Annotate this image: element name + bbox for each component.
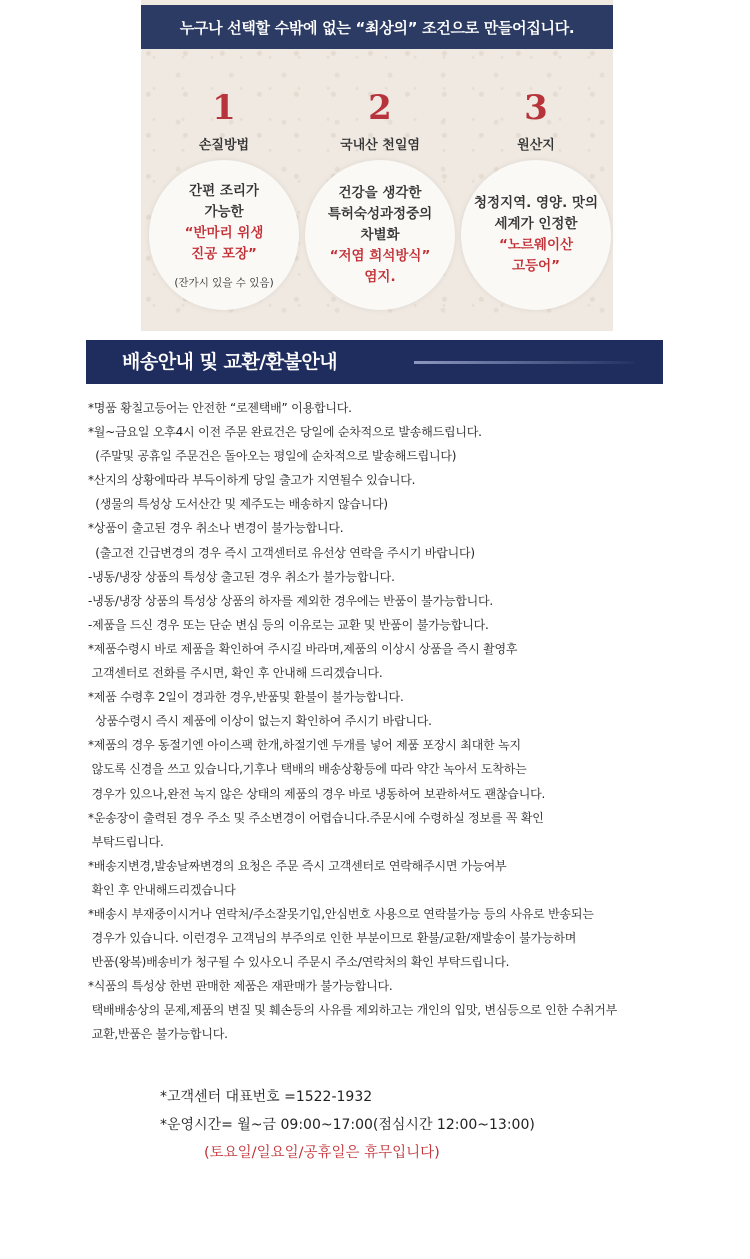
notice-line: *월~금요일 오후4시 이전 주문 완료건은 당일에 순차적으로 발송해드립니다. [88,425,482,440]
shipping-header [86,340,663,384]
notice-line: 않도록 신경을 쓰고 있습니다,기후나 택배의 배송상황등에 따라 약간 녹아서 도착하는 [88,762,527,777]
notice-line: *제품 수령후 2일이 경과한 경우,반품및 환불이 불가능합니다. [88,690,404,705]
notice-line: *운송장이 출력된 경우 주소 및 주소변경이 어렵습니다.주문시에 수령하실 정보를 꼭 확인 [88,810,544,825]
feature-name-2: 국내산 천일염 [340,138,420,153]
feature-number-1: 1 [212,88,236,128]
feature-2-line: 건강을 생각한 [338,184,422,201]
notice-line: *배송지변경,발송날짜변경의 요청은 주문 즉시 고객센터로 연락해주시면 가능여부 [88,858,507,873]
notice-line: -냉동/냉장 상품의 특성상 출고된 경우 취소가 불가능합니다. [88,569,395,584]
notice-line: 경우가 있으나,완전 녹지 않은 상태의 제품의 경우 바로 냉동하여 보관하셔도 괜찮습니다. [88,786,546,801]
header-divider-line [414,361,634,364]
notice-line: (출고전 긴급변경의 경우 즉시 고객센터로 유선상 연락을 주시기 바랍니다) [88,545,475,560]
closed-days-notice: (토요일/일요일/공휴일은 휴무입니다) [204,1145,440,1161]
notice-line: *명품 황칠고등어는 안전한 “로젠택배” 이용합니다. [88,401,352,415]
notice-line: (주말및 공휴일 주문건은 돌아오는 평일에 순차적으로 발송해드립니다) [88,449,457,464]
notice-line: 부탁드립니다. [88,834,164,849]
notice-line: -제품을 드신 경우 또는 단순 변심 등의 이유로는 교환 및 반품이 불가능합니다. [88,617,489,632]
notice-line: 고객센터로 전화를 주시면, 확인 후 안내해 드리겠습니다. [88,666,383,681]
notice-line: 반품(왕복)배송비가 청구될 수 있사오니 주문시 주소/연락처의 확인 부탁드립니다. [88,955,510,970]
feature-number-2: 2 [368,88,392,128]
contact-info [160,1083,535,1139]
feature-name-3: 원산지 [517,138,555,153]
feature-number-3: 3 [524,88,548,128]
notice-line: *배송시 부재중이시거나 연락처/주소잘못기입,안심번호 사용으로 연락불가능 등의 사유로 반송되는 [88,906,594,921]
shipping-title: 배송안내 및 교환/환불안내 [122,351,338,373]
notice-line: 경우가 있습니다. 이런경우 고객님의 부주의로 인한 부분이므로 환불/교환/재발송이 불가능하며 [88,931,577,946]
banner-title: 누구나 선택할 수밖에 없는 “최상의” 조건으로 만들어집니다. [141,5,613,49]
notice-line: -냉동/냉장 상품의 특성상 상품의 하자를 제외한 경우에는 반품이 불가능합니다. [88,593,494,608]
contact-phone: *고객센터 대표번호 =1522-1932 [160,1089,373,1105]
feature-1-highlight: 진공 포장” [191,245,257,262]
feature-2-line: 차별화 [360,226,400,243]
feature-2-line: 특허숙성과정중의 [327,205,433,222]
feature-2-highlight: “저염 희석방식” [329,247,431,264]
notice-line: *제품수령시 바로 제품을 확인하여 주시길 바라며,제품의 이상시 상품을 즉시 촬영후 [88,641,518,656]
notice-line: *제품의 경우 동절기엔 아이스팩 한개,하절기엔 두개를 넣어 제품 포장시 최대한 녹지 [88,738,521,753]
feature-name-1: 손질방법 [198,138,250,153]
feature-1-highlight: “반마리 위생 [184,224,264,241]
notice-line: 교환,반품은 불가능합니다. [88,1027,228,1042]
feature-1-line: 가능한 [204,203,244,220]
notice-line: 상품수령시 즉시 제품에 이상이 없는지 확인하여 주시기 바랍니다. [88,714,432,729]
feature-3-highlight: 고등어” [512,258,560,274]
feature-circle-1 [149,160,299,310]
feature-1-line: 간편 조리가 [189,182,259,199]
notice-line: 택배배송상의 문제,제품의 변질 및 훼손등의 사유를 제외하고는 개인의 입맛, 변심등으로 인한 수취거부 [88,1003,618,1018]
feature-2-highlight: 염지. [364,268,396,285]
feature-banner [141,0,613,331]
feature-1-note: (잔가시 있을 수 있음) [174,276,274,289]
notice-line: *상품이 출고된 경우 취소나 변경이 불가능합니다. [88,521,344,536]
notice-line: (생물의 특성상 도서산간 및 제주도는 배송하지 않습니다) [88,497,388,512]
feature-3-line: 청정지역. 영양. 맛의 [474,195,598,211]
shipping-notice-list [88,396,728,1047]
feature-circle-3 [461,160,611,310]
notice-line: 확인 후 안내해드리겠습니다 [88,882,236,897]
feature-3-highlight: “노르웨이산 [498,237,574,253]
contact-hours: *운영시간= 월~금 09:00~17:00(점심시간 12:00~13:00) [160,1117,535,1133]
feature-3-line: 세계가 인정한 [494,216,578,232]
notice-line: *식품의 특성상 한번 판매한 제품은 재판매가 불가능합니다. [88,979,393,994]
notice-line: *산지의 상황에따라 부득이하게 당일 출고가 지연될수 있습니다. [88,473,416,488]
feature-circle-2 [305,160,455,310]
